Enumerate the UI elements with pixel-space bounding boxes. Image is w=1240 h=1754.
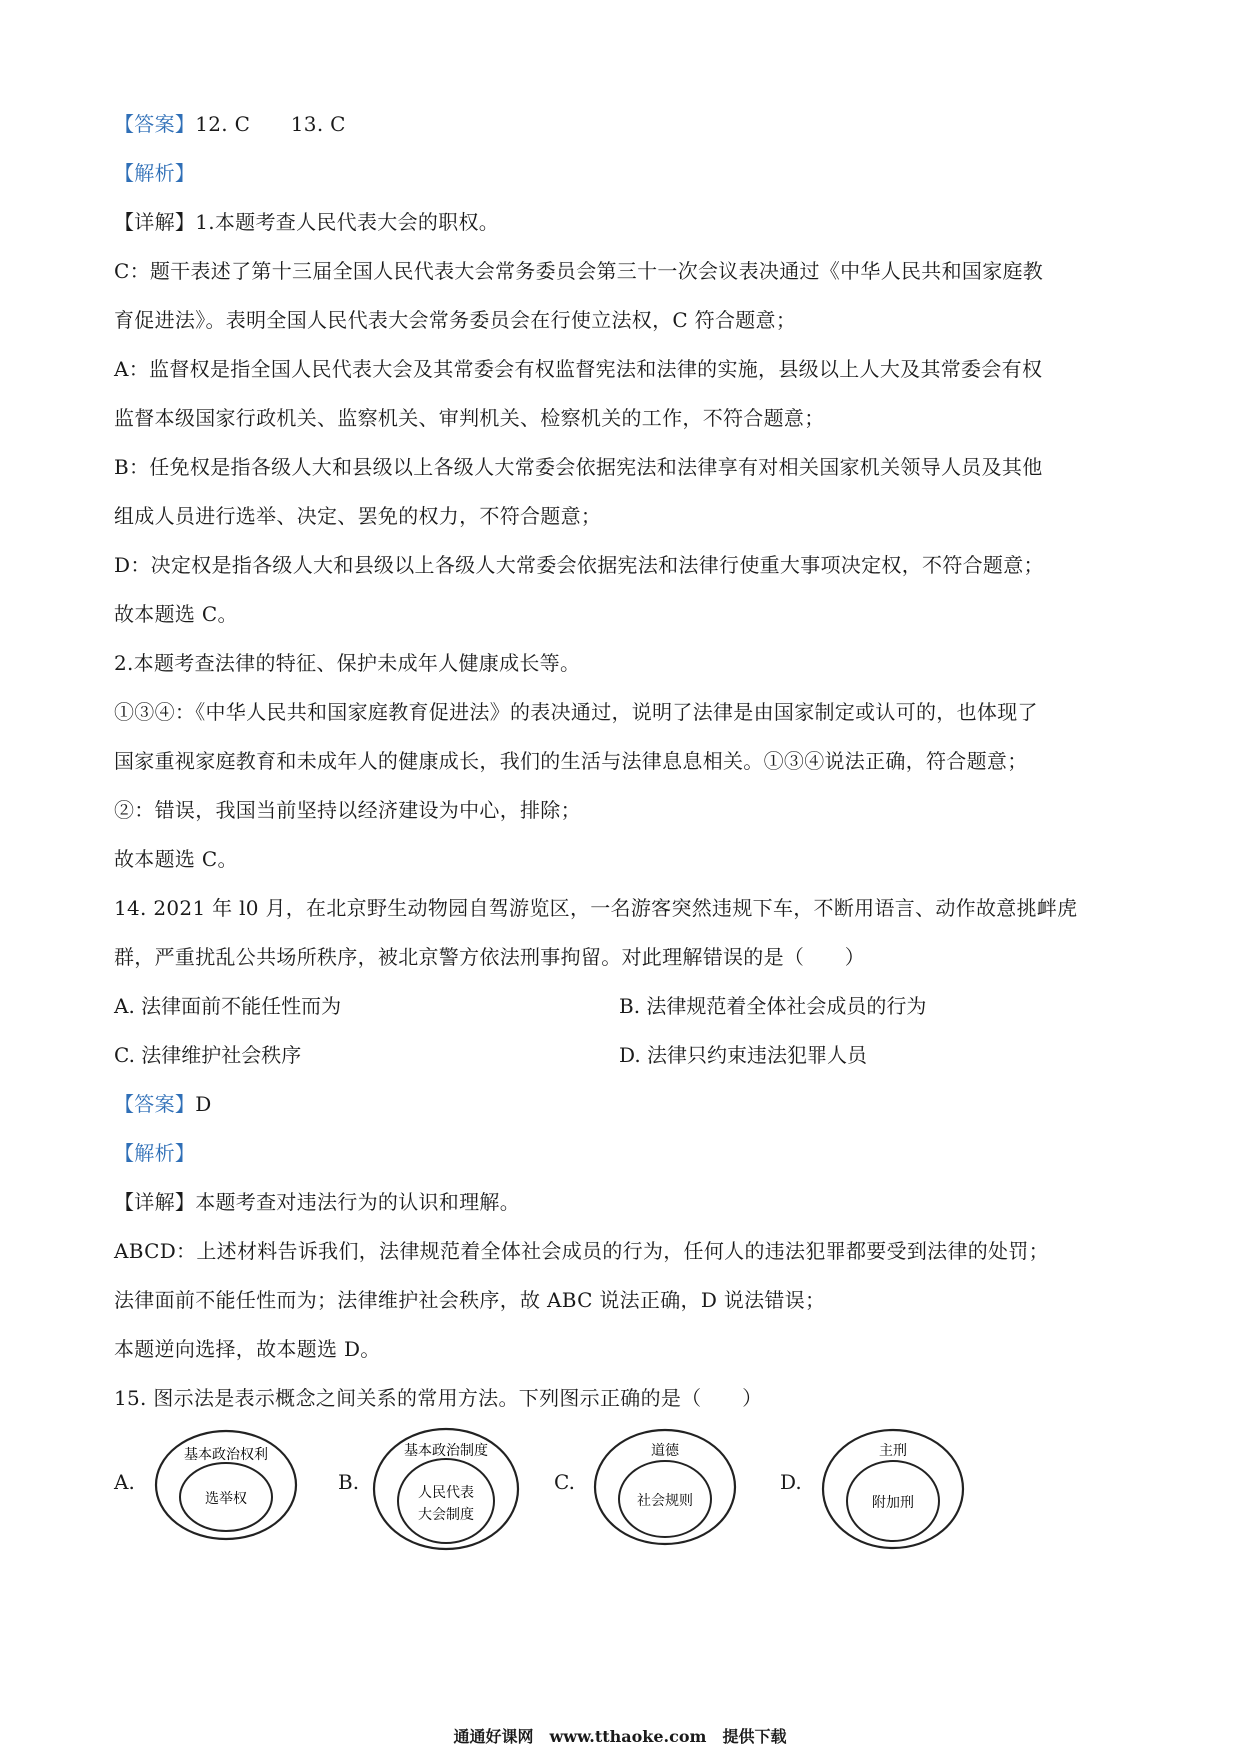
paragraph-b-line-2: 组成人员进行选举、决定、罢免的权力，不符合题意； [114,504,602,528]
figure-d-label: D. [780,1470,802,1494]
document-body [114,100,1124,1605]
figure-c-label: C. [554,1470,575,1494]
question-14-options-row-2 [114,1031,1124,1080]
inner-circle [398,1459,494,1543]
paragraph-d-line-1: D：决定权是指各级人大和县级以上各级人大常委会依据宪法和法律行使重大事项决定权，不符合题意； [114,553,1044,577]
question-15-figures [114,1425,1124,1605]
answer-line-14 [114,1080,1124,1129]
detail-tag: 【详解】 [114,1190,196,1214]
paragraph-14-line-3: 本题逆向选择，故本题选 D。 [114,1337,381,1361]
question-14-options-row-1 [114,982,1124,1031]
analysis-heading [114,149,1124,198]
option-b: B. 法律规范着全体社会成员的行为 [619,994,927,1018]
figure-d-diagram [818,1425,968,1555]
option-d: D. 法律只约束违法犯罪人员 [619,1043,868,1067]
answer-text: 12. C 13. C [195,112,346,136]
option-a: A. 法律面前不能任性而为 [114,994,342,1018]
paragraph-14-line-2: 法律面前不能任性而为；法律维护社会秩序，故 ABC 说法正确，D 说法错误； [114,1288,826,1312]
detail-text: 本题考查对违法行为的认识和理解。 [195,1190,521,1214]
paragraph-14-line-1: ABCD：上述材料告诉我们，法律规范着全体社会成员的行为，任何人的违法犯罪都要受到法律的处罚； [114,1239,1049,1263]
paragraph-c-line-1: C：题干表述了第十三届全国人民代表大会常务委员会第三十一次会议表决通过《中华人民共和国家庭教 [114,259,1044,283]
paragraph-2-line: ②：错误，我国当前坚持以经济建设为中心，排除； [114,798,581,822]
paragraph-a-line-2: 监督本级国家行政机关、监察机关、审判机关、检察机关的工作，不符合题意； [114,406,825,430]
inner-label-line-1: 人民代表 [418,1485,474,1501]
figure-b-label: B. [338,1470,360,1494]
figure-a-diagram [151,1425,301,1545]
paragraph-b-line-1: B：任免权是指各级人大和县级以上各级人大常委会依据宪法和法律享有对相关国家机关领导人员及其他 [114,455,1043,479]
detail-line-14 [114,1178,1124,1227]
question-14-line-1: 14. 2021 年 l0 月，在北京野生动物园自驾游览区，一名游客突然违规下车，不断用语言、动作故意挑衅虎 [114,896,1078,920]
detail-tag: 【详解】 [114,210,196,234]
analysis-tag: 【解析】 [114,1141,196,1165]
question-15-line: 15. 图示法是表示概念之间关系的常用方法。下列图示正确的是（ ） [114,1386,763,1410]
answer-line-12-13 [114,100,1124,149]
answer-text: D [195,1092,212,1116]
outer-label: 基本政治权利 [184,1447,268,1463]
inner-label: 附加刑 [872,1495,914,1511]
analysis-heading-14 [114,1129,1124,1178]
paragraph-a-line-1: A：监督权是指全国人民代表大会及其常委会有权监督宪法和法律的实施，县级以上人大及其常委会有权 [114,357,1043,381]
selection-line-2: 故本题选 C。 [114,847,238,871]
selection-line-1: 故本题选 C。 [114,602,238,626]
outer-label: 道德 [651,1443,679,1459]
paragraph-134-line-2: 国家重视家庭教育和未成年人的健康成长，我们的生活与法律息息相关。①③④说法正确，符合题意； [114,749,1028,773]
paragraph-c-line-2: 育促进法》。表明全国人民代表大会常务委员会在行使立法权，C 符合题意； [114,308,797,332]
outer-label: 主刑 [879,1443,907,1459]
answer-tag: 【答案】 [114,112,196,136]
inner-label: 社会规则 [637,1493,693,1509]
question-14-line-2: 群，严重扰乱公共场所秩序，被北京警方依法刑事拘留。对此理解错误的是（ ） [114,945,866,969]
figure-c-diagram [590,1425,740,1551]
inner-label-line-2: 大会制度 [418,1507,474,1523]
option-c: C. 法律维护社会秩序 [114,1043,302,1067]
detail-text: 1.本题考查人民代表大会的职权。 [195,210,500,234]
question-2-topic: 2.本题考查法律的特征、保护未成年人健康成长等。 [114,651,581,675]
analysis-tag: 【解析】 [114,161,196,185]
page-footer: 通通好课网 www.tthaoke.com 提供下载 [453,1727,787,1746]
answer-tag: 【答案】 [114,1092,196,1116]
inner-label: 选举权 [205,1491,247,1507]
outer-label: 基本政治制度 [404,1443,488,1459]
figure-b-diagram [368,1425,524,1555]
detail-line [114,198,1124,247]
figure-a-label: A. [114,1470,135,1494]
paragraph-134-line-1: ①③④：《中华人民共和国家庭教育促进法》的表决通过，说明了法律是由国家制定或认可的，也体现了 [114,700,1038,724]
